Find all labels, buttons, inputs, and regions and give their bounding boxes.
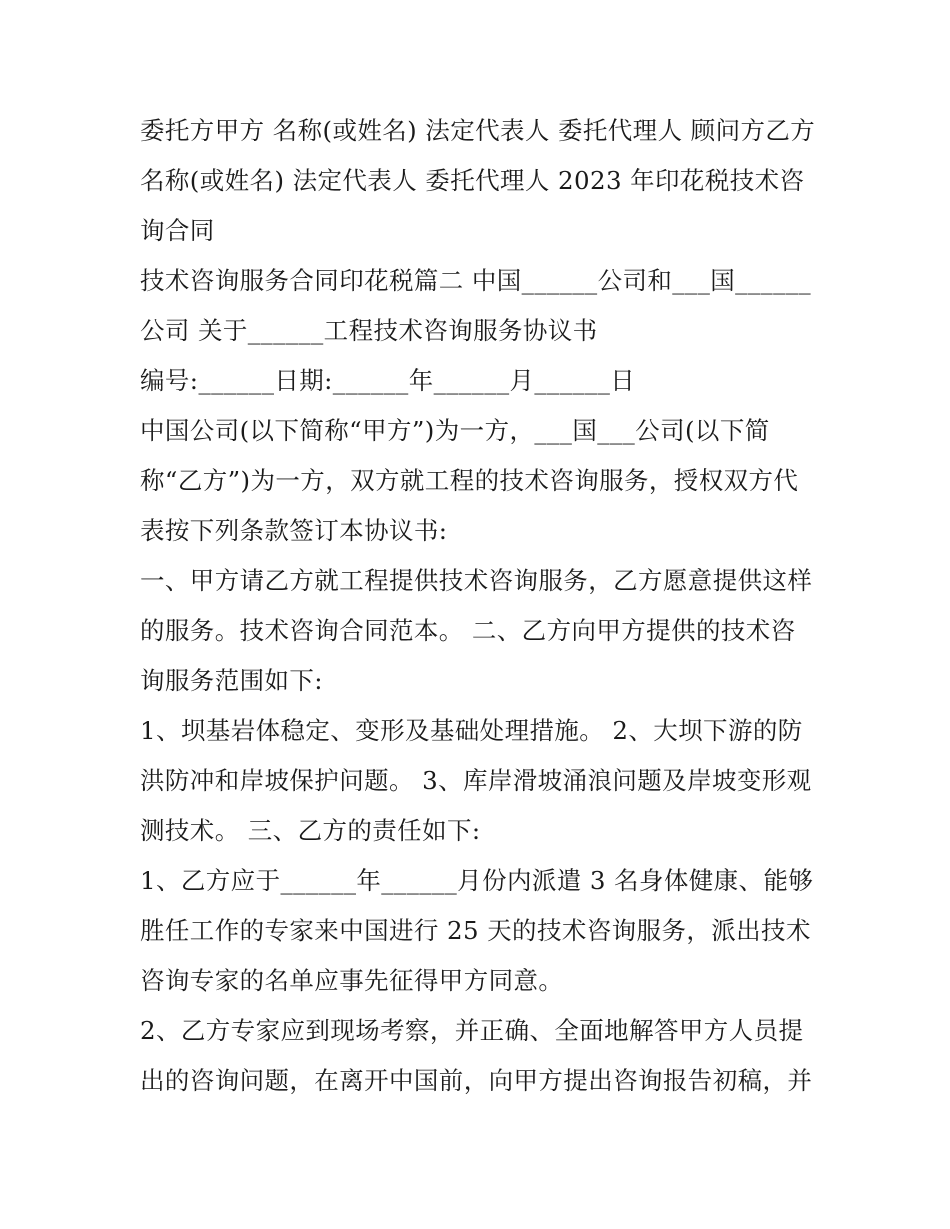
paragraph-number-date: 编号:______日期:______年______月______日 — [140, 366, 636, 395]
paragraph-contract-parties: 委托方甲方 名称(或姓名) 法定代表人 委托代理人 顾问方乙方名称(或姓名) 法定代表人 委托代理人 2023 年印花税技术咨询合同 — [140, 116, 816, 245]
document-body — [140, 106, 820, 1106]
paragraph-responsibility-1: 1、乙方应于______年______月份内派遣 3 名身体健康、能够胜任工作的专家来中国进行 25 天的技术咨询服务，派出技术咨询专家的名单应事先征得甲方同意。 — [140, 866, 814, 995]
paragraph-responsibility-2: 2、乙方专家应到现场考察，并正确、全面地解答甲方人员提出的咨询问题，在离开中国前，向甲方提出咨询报告初稿，并 — [140, 1016, 813, 1095]
paragraph-service-scope: 1、坝基岩体稳定、变形及基础处理措施。 2、大坝下游的防洪防冲和岸坡保护问题。 3、库岸滑坡涌浪问题及岸坡变形观测技术。 三、乙方的责任如下: — [140, 716, 812, 845]
paragraph-preamble: 中国公司(以下简称“甲方”)为一方，___国___公司(以下简称“乙方”)为一方，双方就工程的技术咨询服务，授权双方代表按下列条款签订本协议书: — [140, 416, 799, 545]
paragraph-article-1-2: 一、甲方请乙方就工程提供技术咨询服务，乙方愿意提供这样的服务。技术咨询合同范本。 二、乙方向甲方提供的技术咨询服务范围如下: — [140, 566, 813, 695]
paragraph-agreement-title: 技术咨询服务合同印花税篇二 中国______公司和___国______公司 关于______工程技术咨询服务协议书 — [140, 266, 812, 345]
